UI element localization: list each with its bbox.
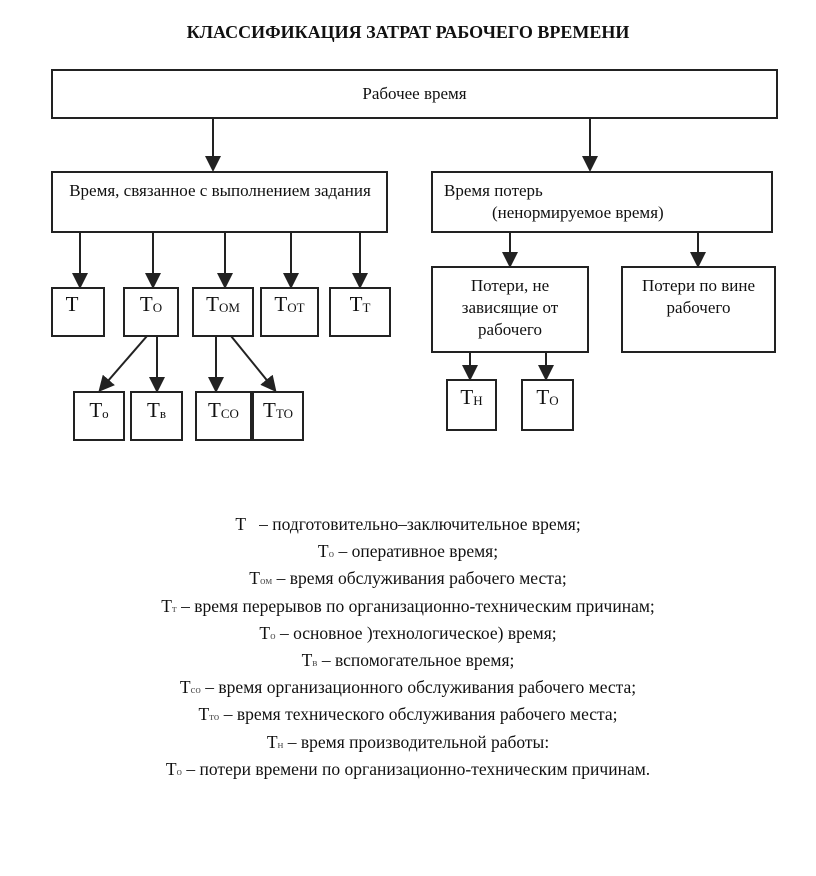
- legend-item: Тн – время производительной работы:: [266, 731, 550, 752]
- legend-item: То – оперативное время;: [317, 541, 499, 562]
- node-tv: $Т_в$: [147, 398, 166, 422]
- node-th: $Т_Н$: [460, 385, 483, 409]
- legend-item: Тт – время перерывов по организационно-техническим причинам;: [161, 595, 655, 616]
- right-branch-line1: Время потерь: [444, 181, 543, 200]
- legend-item: Тто – время технического обслуживания рабочего места;: [198, 704, 618, 725]
- node-tto: $Т_{ТО}$: [263, 398, 293, 422]
- legend-item: Т – подготовительно–заключительное время;: [235, 514, 581, 534]
- root-node-label: Рабочее время: [362, 84, 467, 103]
- node-to-main: $Т_о$: [89, 398, 109, 422]
- legend-item: Тсо – время организационного обслуживания рабочего места;: [179, 677, 637, 698]
- loss-independent-label: Потери, не зависящие от рабочего: [461, 276, 559, 339]
- legend-item: То – потери времени по организационно-техническим причинам.: [165, 758, 651, 779]
- legend-item: То – основное )технологическое) время;: [259, 622, 557, 643]
- diagram-title: КЛАССИФИКАЦИЯ ЗАТРАТ РАБОЧЕГО ВРЕМЕНИ: [186, 22, 630, 42]
- legend: [0, 512, 816, 784]
- legend-item: Том – время обслуживания рабочего места;: [249, 568, 567, 589]
- node-tt: $Т_Т$: [349, 292, 371, 316]
- node-tot: $Т_{ОТ}$: [274, 292, 305, 316]
- arrow: [101, 336, 147, 389]
- node-tom: $Т_{ОМ}$: [206, 292, 240, 316]
- arrow: [231, 336, 274, 389]
- loss-worker-label: Потери по вине рабочего: [642, 276, 755, 317]
- left-branch-label: Время, связанное с выполнением задания: [69, 181, 371, 200]
- node-tso: $Т_{СО}$: [208, 398, 239, 422]
- legend-item: Тв – вспомогательное время;: [301, 650, 515, 671]
- node-t: Т: [65, 292, 79, 316]
- node-to: $Т_О$: [139, 292, 163, 316]
- node-to-loss: $Т_О$: [536, 385, 559, 409]
- right-branch-line2: (ненормируемое время): [492, 203, 664, 222]
- right-branch-label: [432, 180, 772, 224]
